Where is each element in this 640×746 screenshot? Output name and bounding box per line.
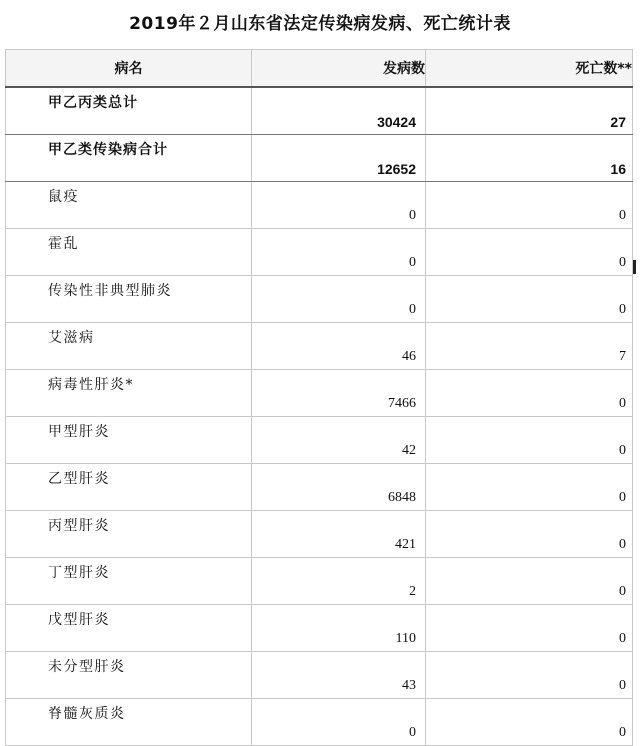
deaths-cell: 0	[426, 605, 633, 652]
text-cursor-mark	[633, 260, 636, 274]
deaths-cell: 7	[426, 323, 633, 370]
cases-cell: 42	[252, 417, 426, 464]
statistics-table	[5, 49, 633, 746]
column-header-disease: 病名	[6, 50, 252, 88]
deaths-cell: 0	[426, 699, 633, 746]
deaths-cell: 0	[426, 417, 633, 464]
table-row	[6, 87, 633, 135]
disease-name-cell: 鼠疫	[6, 182, 252, 229]
cases-cell: 110	[252, 605, 426, 652]
table-row	[6, 276, 633, 323]
page-title: 2019年２月山东省法定传染病发病、死亡统计表	[129, 14, 511, 34]
cases-cell: 12652	[252, 135, 426, 182]
column-header-cases: 发病数	[252, 50, 426, 88]
table-row	[6, 135, 633, 182]
disease-name-cell: 丙型肝炎	[6, 511, 252, 558]
cases-cell: 0	[252, 182, 426, 229]
disease-name-cell: 戊型肝炎	[6, 605, 252, 652]
disease-name-cell: 甲乙丙类总计	[6, 87, 252, 135]
disease-name-cell: 霍乱	[6, 229, 252, 276]
cases-cell: 0	[252, 229, 426, 276]
column-header-deaths: 死亡数**	[426, 50, 633, 88]
cases-cell: 6848	[252, 464, 426, 511]
cases-cell: 43	[252, 652, 426, 699]
table-row	[6, 605, 633, 652]
disease-name-cell: 丁型肝炎	[6, 558, 252, 605]
cases-cell: 7466	[252, 370, 426, 417]
cases-cell: 0	[252, 276, 426, 323]
deaths-cell: 16	[426, 135, 633, 182]
deaths-cell: 0	[426, 182, 633, 229]
deaths-cell: 0	[426, 370, 633, 417]
cases-cell: 421	[252, 511, 426, 558]
table-row	[6, 652, 633, 699]
table-body	[6, 87, 633, 746]
deaths-cell: 0	[426, 558, 633, 605]
deaths-cell: 0	[426, 511, 633, 558]
cases-cell: 2	[252, 558, 426, 605]
deaths-cell: 0	[426, 276, 633, 323]
deaths-cell: 0	[426, 652, 633, 699]
disease-name-cell: 未分型肝炎	[6, 652, 252, 699]
table-header-row	[6, 50, 633, 88]
table-row	[6, 558, 633, 605]
table-row	[6, 370, 633, 417]
cases-cell: 0	[252, 699, 426, 746]
deaths-cell: 0	[426, 229, 633, 276]
table-row	[6, 511, 633, 558]
disease-name-cell: 病毒性肝炎*	[6, 370, 252, 417]
disease-name-cell: 乙型肝炎	[6, 464, 252, 511]
table-row	[6, 229, 633, 276]
disease-name-cell: 传染性非典型肺炎	[6, 276, 252, 323]
disease-name-cell: 甲乙类传染病合计	[6, 135, 252, 182]
disease-name-cell: 脊髓灰质炎	[6, 699, 252, 746]
table-row	[6, 464, 633, 511]
disease-name-cell: 甲型肝炎	[6, 417, 252, 464]
deaths-cell: 0	[426, 464, 633, 511]
cases-cell: 46	[252, 323, 426, 370]
table-row	[6, 699, 633, 746]
table-row	[6, 323, 633, 370]
cases-cell: 30424	[252, 87, 426, 135]
disease-name-cell: 艾滋病	[6, 323, 252, 370]
table-row	[6, 182, 633, 229]
table-row	[6, 417, 633, 464]
deaths-cell: 27	[426, 87, 633, 135]
